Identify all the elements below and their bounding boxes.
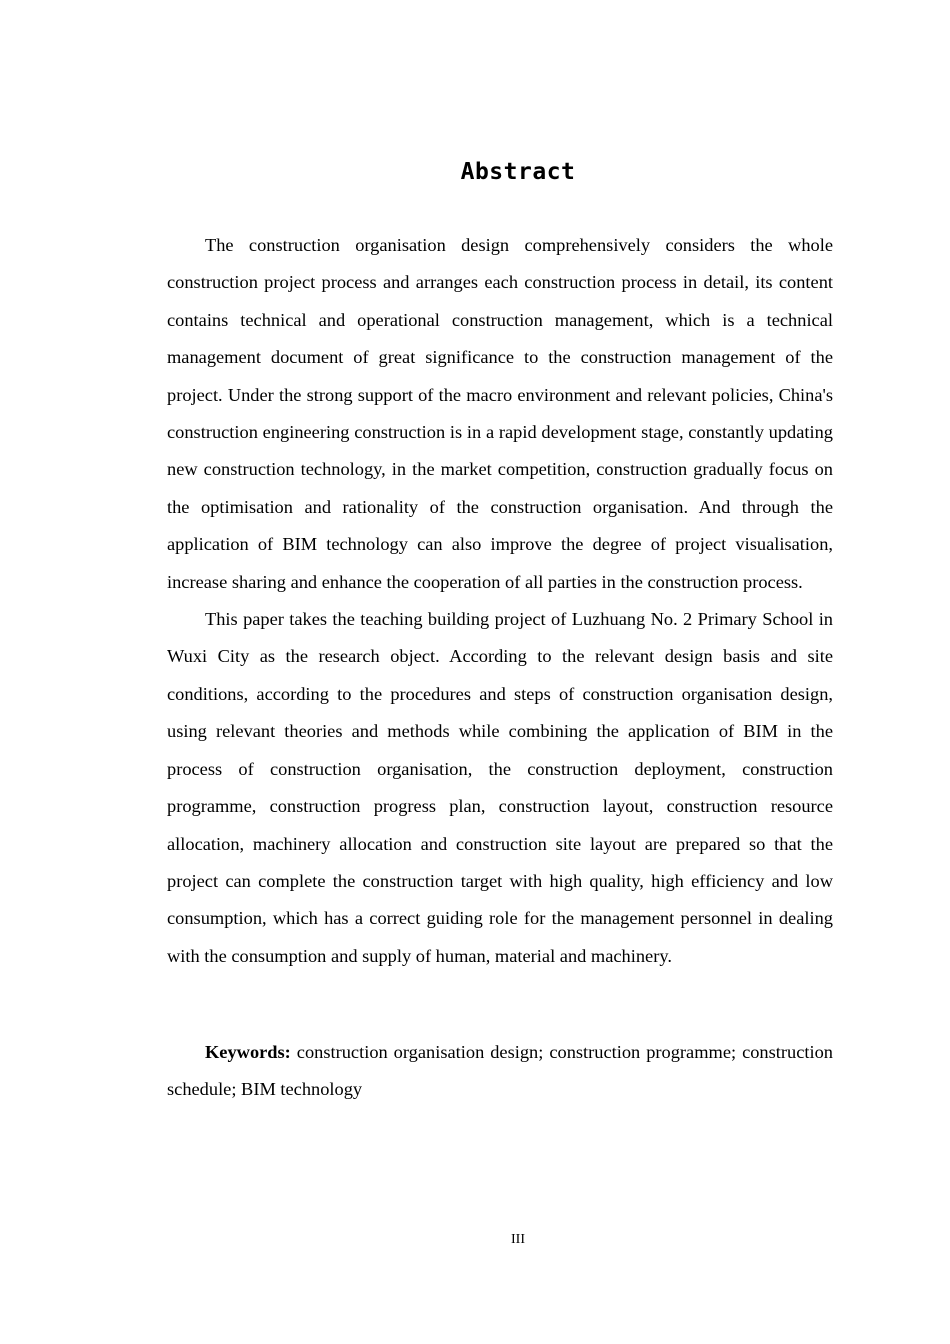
abstract-body [167, 227, 833, 975]
abstract-paragraph-1: The construction organisation design comprehensively considers the whole construction project process and arranges each construction process in detail, its content contains technical and operational construction management, which is a technical management document of great significance to the construction management of the project. Under the strong support of the macro environment and relevant policies, China's construction engineering construction is in a rapid development stage, constantly updating new construction technology, in the market competition, construction gradually focus on the optimisation and rationality of the construction organisation. And through the application of BIM technology can also improve the degree of project visualisation, increase sharing and enhance the cooperation of all parties in the construction process. [167, 235, 833, 592]
abstract-paragraph-2: This paper takes the teaching building project of Luzhuang No. 2 Primary School in Wuxi City as the research object. According to the relevant design basis and site conditions, according to the procedures and steps of construction organisation design, using relevant theories and methods while combining the application of BIM in the process of construction organisation, the construction deployment, construction programme, construction progress plan, construction layout, construction resource allocation, machinery allocation and construction site layout are prepared so that the project can complete the construction target with high quality, high efficiency and low consumption, which has a correct guiding role for the management personnel in dealing with the consumption and supply of human, material and machinery. [167, 609, 833, 966]
keywords-label: Keywords: [205, 1042, 291, 1062]
keywords-line [167, 1034, 833, 1108]
keywords-text: construction organisation design; construction programme; construction schedule; BIM technology [167, 1042, 833, 1099]
abstract-title: Abstract [460, 159, 576, 185]
page-number: III [511, 1232, 525, 1247]
